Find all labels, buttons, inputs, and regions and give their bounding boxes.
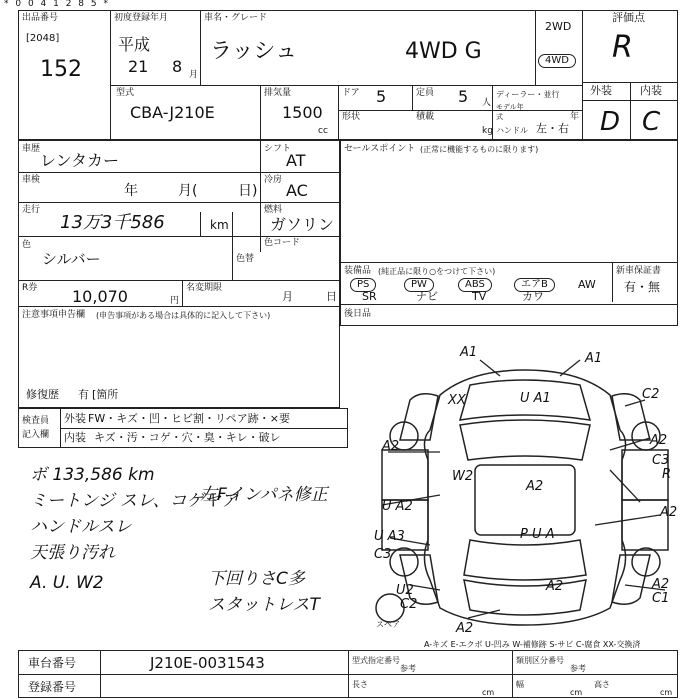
mark-c3-left: C3 — [374, 547, 392, 562]
model-label: 車名・グレード — [204, 13, 268, 23]
equip-ps: PS — [350, 278, 376, 292]
eval-int: C — [642, 107, 661, 137]
equip-abs: ABS — [458, 278, 492, 292]
eval-score: R — [612, 30, 633, 65]
repair-spot: [箇所 — [92, 388, 119, 401]
mark-u2: U2 — [396, 583, 414, 598]
dealer-label: ディーラー・並行 — [496, 90, 560, 99]
repair-value: 有 — [78, 388, 89, 401]
note-line: 下回りさC多 — [208, 569, 305, 589]
inspector-ext-items: FW・キズ・凹・ヒビ割・リペア跡・×要 — [88, 412, 290, 425]
notes-sub: (申告事項がある場合は具体的に記入して下さい) — [96, 311, 271, 320]
model-year-label: モデル年式 — [496, 103, 524, 121]
name-change-day: 日 — [326, 290, 337, 303]
dim-width-unit: cm — [570, 688, 583, 697]
bonus-label: 新車保証書 — [616, 266, 662, 276]
shift-value: AT — [286, 151, 306, 170]
inspector-int-items: キズ・汚・コゲ・穴・臭・キレ・破レ — [94, 431, 281, 444]
recycle-value: 10,070 — [72, 287, 128, 306]
equip-pw: PW — [404, 278, 434, 292]
seats-label: 定員 — [416, 88, 435, 98]
mark-a2-rear-right: A2 — [652, 577, 670, 592]
mileage-value: 13万3千586 — [60, 212, 165, 233]
category-ref: 参考 — [570, 664, 586, 673]
equipment-sub: (純正品に限り○をつけて下さい) — [378, 267, 496, 276]
type-designation-label: 型式指定番号 — [352, 656, 400, 665]
note-line: ミートンジ スレ、コゲヤア — [30, 491, 238, 511]
color-repaint-label: 色替 — [236, 254, 255, 264]
inspector-ext-label: 外装 — [64, 412, 86, 425]
mileage-unit: km — [210, 218, 229, 232]
eval-ext-label: 外装 — [590, 84, 612, 97]
color-code-label: 色コード — [264, 238, 301, 248]
lot-code: [2048] — [26, 33, 60, 44]
lot-number: 152 — [40, 57, 82, 82]
fuel-value: ガソリン — [270, 215, 335, 234]
eval-int-label: 内装 — [640, 84, 662, 97]
chassis-value: J210E-0031543 — [150, 654, 265, 672]
repair-label: 修復歴 — [26, 388, 59, 401]
shape-label: 形状 — [342, 112, 361, 122]
equip-navi: ナビ — [416, 290, 438, 303]
reg-number-label: 登録番号 — [28, 680, 77, 694]
dim-height-unit: cm — [660, 688, 673, 697]
car-diagram — [360, 340, 690, 640]
mark-a2-rear: A2 — [546, 579, 564, 594]
dim-length-unit: cm — [482, 688, 495, 697]
mileage-label: 走行 — [22, 205, 41, 215]
registration-label: 初度登録年月 — [114, 13, 169, 23]
chassis-label: 車台番号 — [28, 656, 77, 670]
mark-ua1: U A1 — [520, 391, 551, 406]
doors-value: 5 — [376, 87, 387, 106]
mark-a2-right-fender: A2 — [650, 433, 668, 448]
inspection-label: 車検 — [22, 175, 41, 185]
inspection-month: 月( — [178, 183, 198, 199]
ac-value: AC — [286, 181, 308, 200]
mark-xx: XX — [448, 393, 466, 408]
ac-label: 冷房 — [264, 175, 283, 185]
equip-aw: AW — [578, 278, 596, 291]
color-value: シルバー — [42, 250, 101, 268]
recycle-label: R券 — [22, 283, 38, 293]
equip-airbag: エアB — [514, 278, 555, 292]
mark-w2: W2 — [452, 469, 474, 484]
mark-pua: P U A — [520, 527, 555, 542]
note-line: 天張り汚れ — [30, 543, 115, 563]
mark-a1-right: A1 — [585, 351, 603, 366]
eval-ext: D — [600, 107, 621, 137]
note-line: スタットレスT — [208, 595, 320, 615]
type-value: CBA-J210E — [130, 103, 215, 122]
dim-width-label: 幅 — [516, 680, 524, 689]
note-line: ボ 133,586 km — [30, 465, 155, 485]
handle-value: 左・右 — [536, 122, 569, 135]
damage-legend: A-キズ E-エクボ U-凹み W-補修跡 S-サビ C-腐食 XX-交換済 — [424, 640, 641, 649]
sales-point-sub: (正常に機能するものに限ります) — [420, 145, 539, 154]
drive-2wd: 2WD — [545, 20, 572, 33]
mark-a2-left-fender: A2 — [382, 439, 400, 454]
seats-unit: 人 — [482, 98, 492, 108]
spare-label: スペア — [376, 620, 400, 629]
dim-length-label: 長さ — [352, 680, 368, 689]
bonus-value: 有・無 — [624, 280, 661, 294]
doors-label: ドア — [342, 88, 360, 98]
fuel-label: 燃料 — [264, 205, 283, 215]
model-year-unit: 年 — [570, 112, 580, 122]
inspection-year: 年 — [124, 183, 138, 199]
note-line: A. U. W2 — [30, 573, 104, 593]
note-line: 左Fインパネ修正 — [200, 485, 328, 505]
drive-4wd: 4WD — [538, 54, 576, 68]
mark-c2-rear: C2 — [400, 597, 418, 612]
type-label: 型式 — [116, 88, 135, 98]
mark-r-right: R — [662, 467, 672, 482]
category-label: 類別区分番号 — [516, 656, 564, 665]
rear-label: 後日品 — [344, 309, 372, 319]
history-value: レンタカー — [40, 151, 119, 170]
inspection-day: 日) — [238, 183, 258, 199]
handle-label: ハンドル — [496, 126, 528, 135]
registration-month-unit: 月 — [189, 70, 199, 80]
recycle-unit: 円 — [170, 296, 180, 306]
right-details-frame — [340, 140, 678, 326]
model-name: ラッシュ — [210, 39, 298, 64]
color-label: 色 — [22, 240, 32, 250]
model-grade: 4WD G — [405, 39, 482, 64]
name-change-month: 月 — [282, 290, 293, 303]
registration-year: 21 — [128, 57, 149, 76]
mark-c2-front: C2 — [642, 387, 660, 402]
mark-a2-right-door: A2 — [660, 505, 678, 520]
notes-label: 注意事項申告欄 — [22, 310, 86, 320]
mark-a2-bottom: A2 — [456, 621, 474, 636]
equip-leather: カワ — [522, 290, 544, 303]
seats-value: 5 — [458, 87, 469, 106]
equipment-label: 装備品 — [344, 266, 372, 276]
mark-a2-roof: A2 — [526, 479, 544, 494]
load-label: 積載 — [416, 112, 435, 122]
lot-label: 出品番号 — [22, 13, 59, 23]
registration-month: 8 — [172, 57, 183, 76]
equip-tv: TV — [472, 290, 487, 303]
shift-label: シフト — [264, 144, 292, 154]
mark-ua3: U A3 — [374, 529, 405, 544]
history-label: 車歴 — [22, 144, 41, 154]
inspector-int-label: 内装 — [64, 431, 86, 444]
mark-c1: C1 — [652, 591, 670, 606]
displacement-unit: cc — [318, 126, 328, 136]
type-designation-ref: 参考 — [400, 664, 416, 673]
inspector-label1: 検査員 — [22, 416, 50, 426]
mark-ua2: U A2 — [382, 499, 413, 514]
load-unit: kg — [482, 126, 493, 136]
mark-a1-left: A1 — [460, 345, 478, 360]
sales-point-label: セールスポイント — [344, 144, 416, 154]
displacement-label: 排気量 — [264, 88, 292, 98]
registration-era: 平成 — [118, 35, 151, 54]
top-strip: * 0 0 4 1 2 8 5 * — [4, 0, 110, 9]
eval-label: 評価点 — [612, 11, 645, 24]
dim-height-label: 高さ — [594, 680, 610, 689]
inspector-label2: 記入欄 — [22, 430, 50, 440]
note-line: ハンドルスレ — [30, 517, 132, 537]
mark-c3-right: C3 — [652, 453, 670, 468]
name-change-label: 名変期限 — [186, 283, 223, 293]
displacement-value: 1500 — [282, 103, 323, 122]
equip-sr: SR — [362, 290, 377, 303]
